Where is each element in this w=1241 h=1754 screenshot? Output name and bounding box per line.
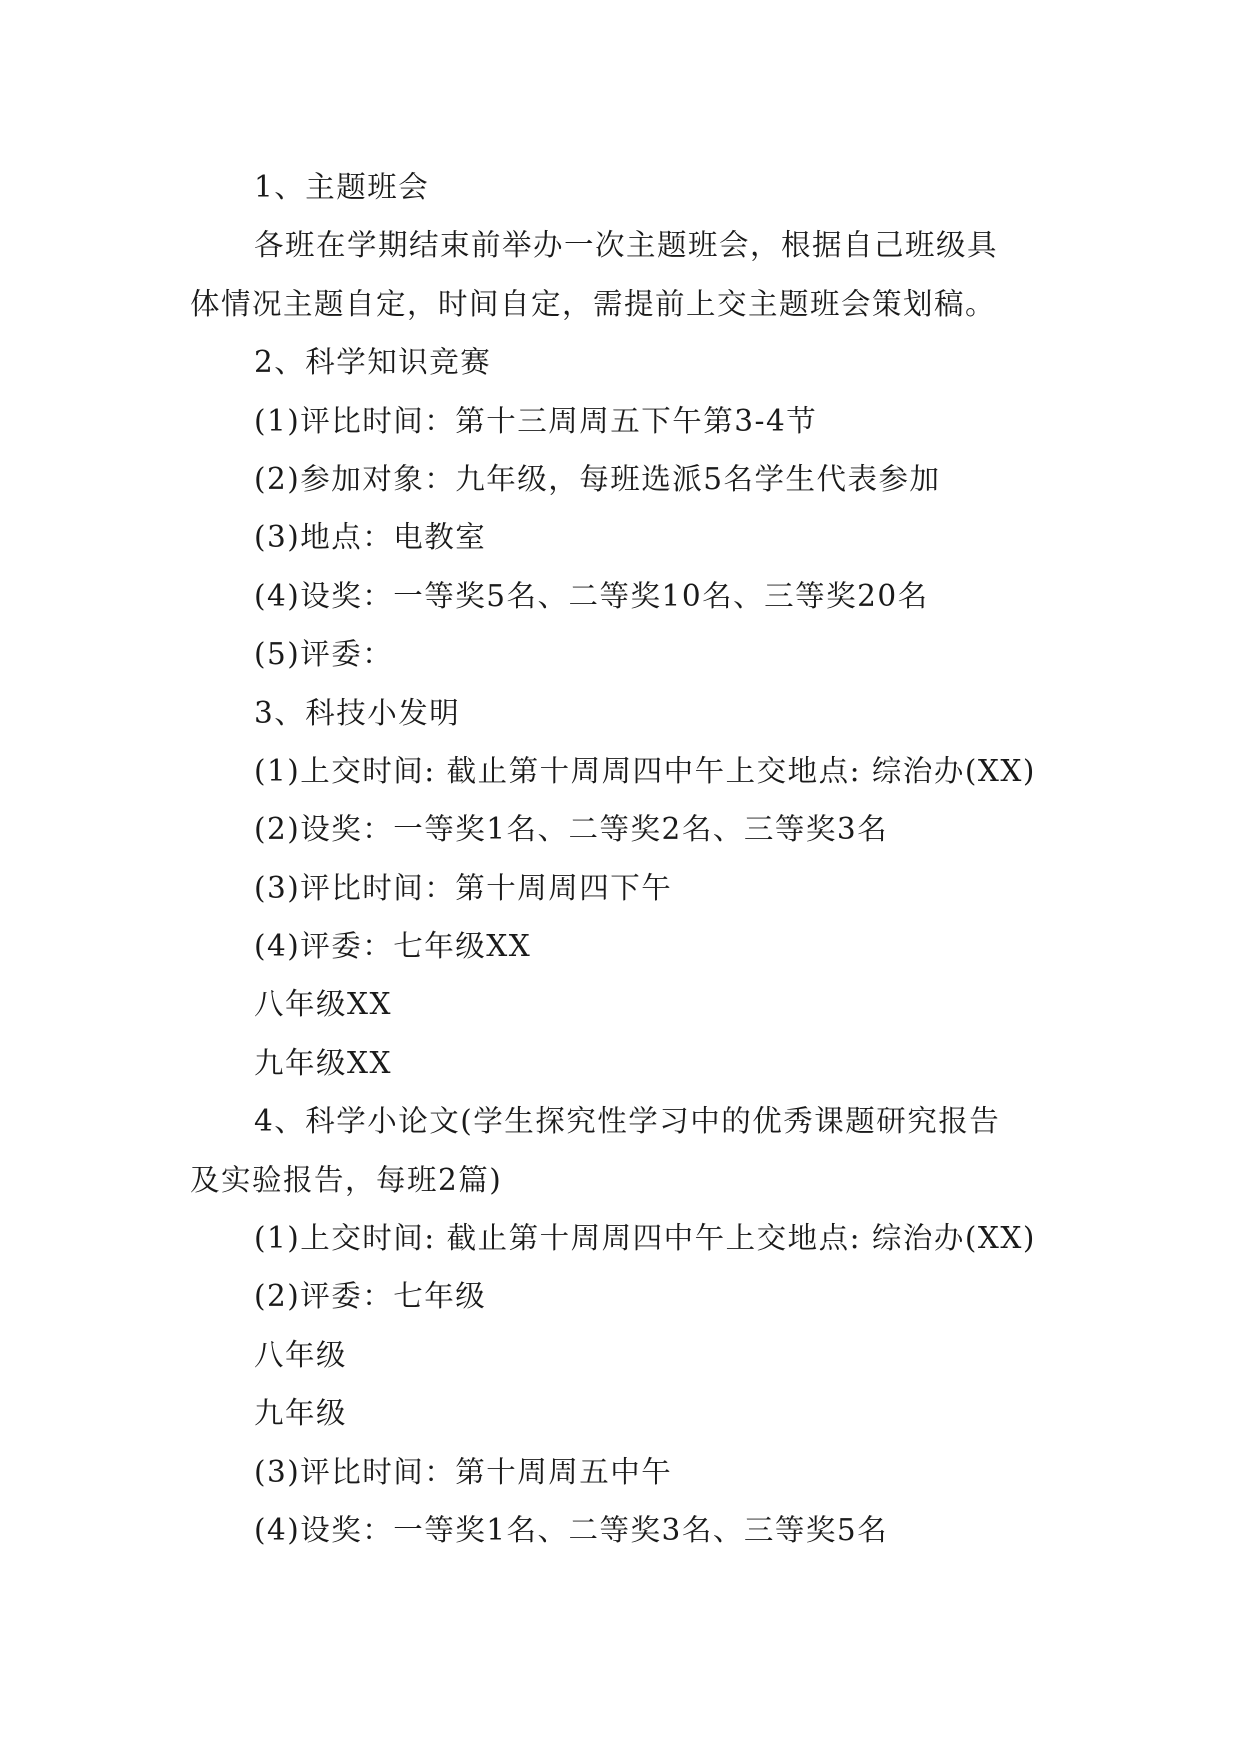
paragraph-line: 体情况主题自定，时间自定，需提前上交主题班会策划稿。 xyxy=(190,286,997,321)
paragraph-line: 及实验报告，每班2篇) xyxy=(190,1162,503,1197)
list-item: (1)上交时间: 截止第十周周四中午上交地点: 综治办(XX) xyxy=(254,753,1036,788)
list-item: (4)评委：七年级XX xyxy=(254,929,532,964)
list-item: 八年级 xyxy=(254,1337,348,1372)
list-item: (5)评委： xyxy=(254,637,394,672)
heading-class-meeting: 1、主题班会 xyxy=(254,170,430,204)
list-item: (1)评比时间：第十三周周五下午第3-4节 xyxy=(254,403,818,438)
heading-invention: 3、科技小发明 xyxy=(254,695,461,730)
list-item: (1)上交时间: 截止第十周周四中午上交地点: 综治办(XX) xyxy=(254,1221,1036,1256)
list-item: (4)设奖：一等奖1名、二等奖3名、三等奖5名 xyxy=(254,1512,889,1547)
list-item: 九年级XX xyxy=(254,1045,393,1080)
heading-science-quiz: 2、科学知识竞赛 xyxy=(254,345,492,380)
list-item: (4)设奖：一等奖5名、二等奖10名、三等奖20名 xyxy=(254,578,929,613)
document-body xyxy=(190,158,1070,1559)
list-item: (2)评委：七年级 xyxy=(254,1279,487,1314)
list-item: (3)评比时间：第十周周五中午 xyxy=(254,1454,673,1489)
paragraph-line: 各班在学期结束前举办一次主题班会，根据自己班级具 xyxy=(254,228,999,263)
list-item: (3)地点：电教室 xyxy=(254,520,487,555)
heading-science-essay: 4、科学小论文(学生探究性学习中的优秀课题研究报告 xyxy=(254,1104,1001,1139)
list-item: (3)评比时间：第十周周四下午 xyxy=(254,870,673,905)
list-item: 九年级 xyxy=(254,1396,348,1431)
list-item: (2)设奖：一等奖1名、二等奖2名、三等奖3名 xyxy=(254,812,889,847)
list-item: 八年级XX xyxy=(254,987,393,1022)
list-item: (2)参加对象：九年级，每班选派5名学生代表参加 xyxy=(254,461,941,496)
